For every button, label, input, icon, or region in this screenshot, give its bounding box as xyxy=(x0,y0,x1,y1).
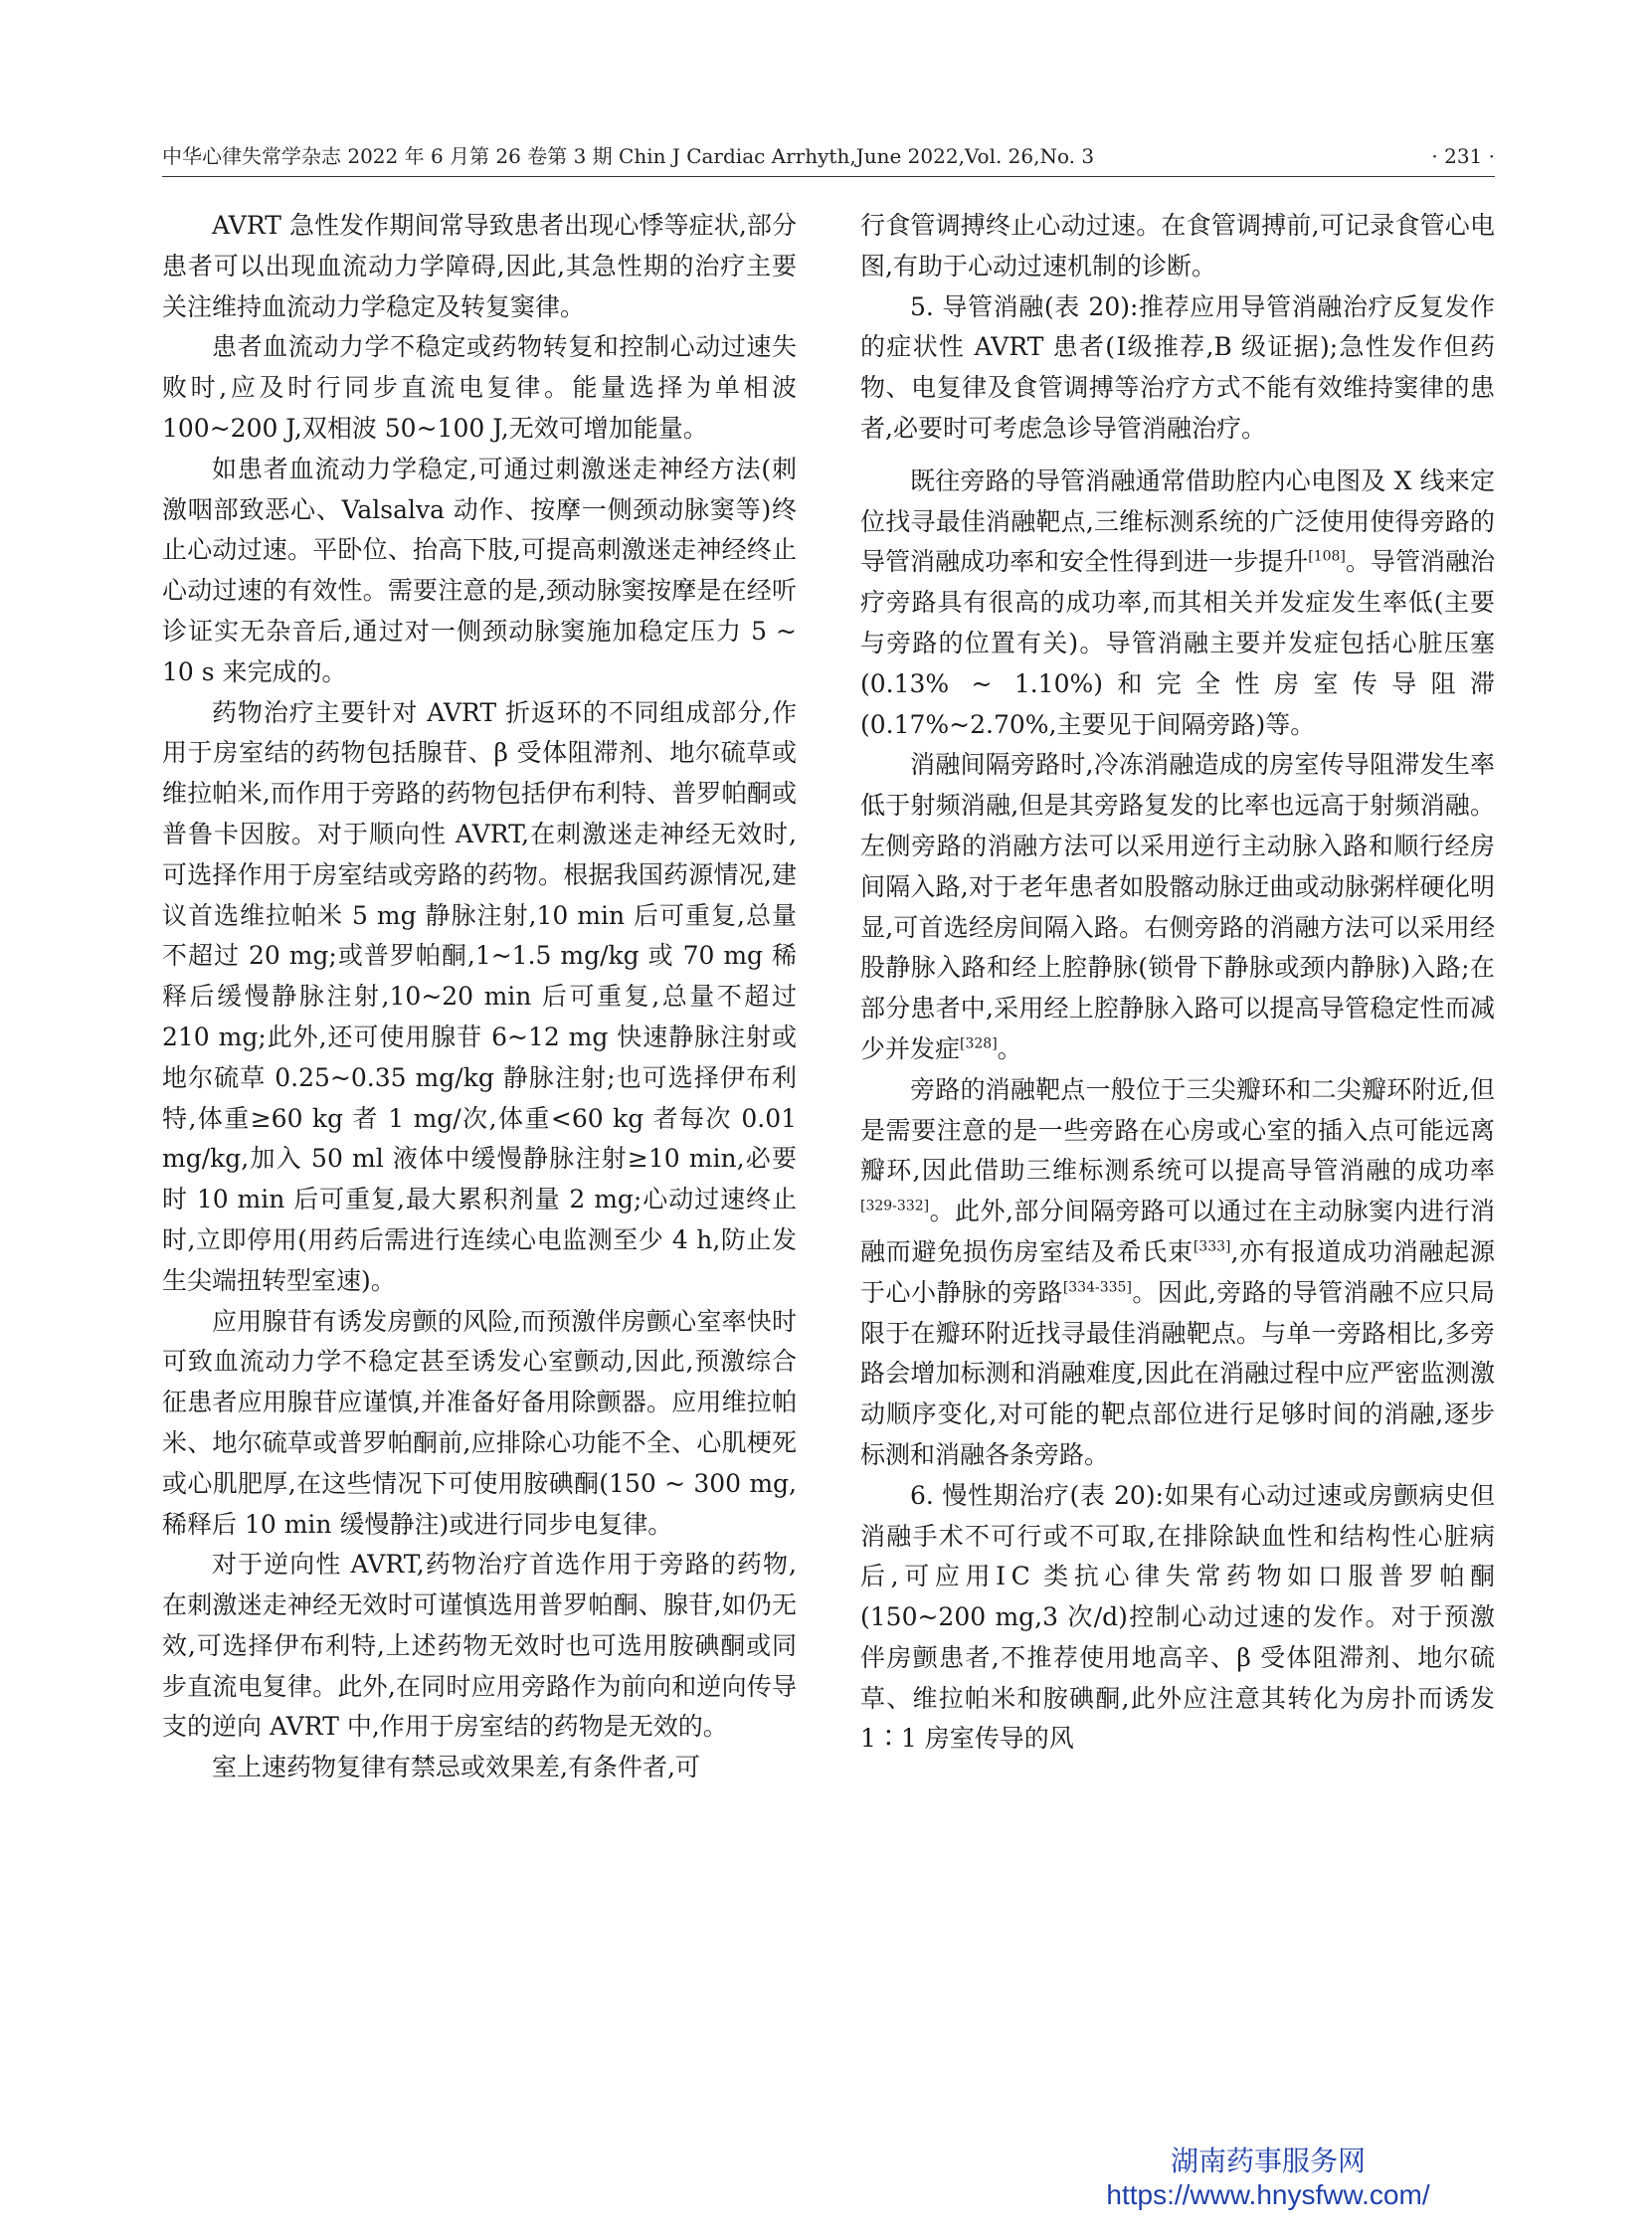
paragraph: 药物治疗主要针对 AVRT 折返环的不同组成部分,作用于房室结的药物包括腺苷、β 受体阻滞剂、地尔硫草或维拉帕米,而作用于旁路的药物包括伊布利特、普罗帕酮或普鲁卡因胺。对于顺向性 AVRT,在刺激迷走神经无效时,可选择作用于房室结或旁路的药物。根据我国药源情况,建议首选维拉帕米 5 mg 静脉注射,10 min 后可重复,总量不超过 20 mg;或普罗帕酮,1~1.5 mg/kg 或 70 mg 稀释后缓慢静脉注射,10~20 min 后可重复,总量不超过 210 mg;此外,还可使用腺苷 6~12 mg 快速静脉注射或地尔硫草 0.25~0.35 mg/kg 静脉注射;也可选择伊布利特,体重≥60 kg 者 1 mg/次,体重<60 kg 者每次 0.01 mg/kg,加入 50 ml 液体中缓慢静脉注射≥10 min,必要时 10 min 后可重复,最大累积剂量 2 mg;心动过速终止时,立即停用(用药后需进行连续心电监测至少 4 h,防止发生尖端扭转型室速)。 xyxy=(162,697,797,1295)
citation: [328] xyxy=(960,1035,998,1052)
paragraph: AVRT 急性发作期间常导致患者出现心悸等症状,部分患者可以出现血流动力学障碍,因此,其急性期的治疗主要关注维持血流动力学稳定及转复窦律。 xyxy=(162,211,797,321)
watermark-site-name: 湖南药事服务网 xyxy=(1170,2146,1366,2176)
paragraph xyxy=(860,745,1495,1069)
paragraph-text: 。此外,部分间隔旁路可以通过在主动脉窦内进行消融而避免损伤房室结及希氏束 xyxy=(860,1197,1495,1266)
journal-citation: 中华心律失常学杂志 2022 年 6 月第 26 卷第 3 期 Chin J Cardiac Arrhyth,June 2022,Vol. 26,No. 3 xyxy=(162,144,1095,168)
citation: [108] xyxy=(1308,549,1346,566)
header-divider xyxy=(162,176,1495,177)
paragraph-text: ,亦有报道成功消融起源于心小静脉的旁路 xyxy=(860,1236,1495,1307)
citation: [334-335] xyxy=(1062,1279,1132,1296)
watermark-url[interactable]: https://www.hnysfww.com/ xyxy=(1106,2179,1430,2210)
paragraph xyxy=(860,462,1495,746)
paragraph xyxy=(860,1070,1495,1476)
section-ablation-paragraph: 5. 导管消融(表 20):推荐应用导管消融治疗反复发作的症状性 AVRT 患者(Ⅰ级推荐,B 级证据);急性发作但药物、电复律及食管调搏等治疗方式不能有效维持窦律的患者,必要时可考虑急诊导管消融治疗。 xyxy=(860,291,1495,443)
right-column xyxy=(860,206,1495,1897)
paragraph: 应用腺苷有诱发房颤的风险,而预激伴房颤心室率快时可致血流动力学不稳定甚至诱发心室颤动,因此,预激综合征患者应用腺苷应谨慎,并准备好备用除颤器。应用维拉帕米、地尔硫草或普罗帕酮前,应排除心功能不全、心肌梗死或心肌肥厚,在这些情况下可使用胺碘酮(150 ~ 300 mg,稀释后 10 min 缓慢静注)或进行同步电复律。 xyxy=(162,1306,797,1539)
section-chronic-paragraph: 6. 慢性期治疗(表 20):如果有心动过速或房颤病史但消融手术不可行或不可取,在排除缺血性和结构性心脏病后,可应用ⅠC 类抗心律失常药物如口服普罗帕酮(150~200 mg,3 次/d)控制心动过速的发作。对于预激伴房颤患者,不推荐使用地高辛、β 受体阻滞剂、地尔硫草、维拉帕米和胺碘酮,此外应注意其转化为房扑而诱发 1∶1 房室传导的风 xyxy=(860,1480,1495,1754)
paragraph-text: 。 xyxy=(997,1033,1022,1063)
page-number: · 231 · xyxy=(1431,144,1495,168)
paragraph: 对于逆向性 AVRT,药物治疗首选作用于旁路的药物,在刺激迷走神经无效时可谨慎选用普罗帕酮、腺苷,如仍无效,可选择伊布利特,上述药物无效时也可选用胺碘酮或同步直流电复律。此外,在同时应用旁路作为前向和逆向传导支的逆向 AVRT 中,作用于房室结的药物是无效的。 xyxy=(162,1550,797,1742)
left-column xyxy=(162,206,797,1897)
citation: [329-332] xyxy=(860,1198,930,1214)
paragraph-text: 。因此,旁路的导管消融不应只局限于在瓣环附近找寻最佳消融靶点。与单一旁路相比,多旁路会增加标测和消融难度,因此在消融过程中应严密监测激动顺序变化,对可能的靶点部位进行足够时间的消融,逐步标测和消融各条旁路。 xyxy=(860,1277,1495,1469)
paragraph-text: 既往旁路的导管消融通常借助腔内心电图及 X 线来定位找寻最佳消融靶点,三维标测系统的广泛使用使得旁路的导管消融成功率和安全性得到进一步提升 xyxy=(860,466,1495,577)
citation: [333] xyxy=(1193,1238,1231,1255)
site-watermark xyxy=(1034,2145,1502,2212)
paragraph: 行食管调搏终止心动过速。在食管调搏前,可记录食管心电图,有助于心动过速机制的诊断。 xyxy=(860,211,1495,280)
paragraph: 患者血流动力学不稳定或药物转复和控制心动过速失败时,应及时行同步直流电复律。能量选择为单相波 100~200 J,双相波 50~100 J,无效可增加能量。 xyxy=(162,332,797,443)
paragraph-text: 。导管消融治疗旁路具有很高的成功率,而其相关并发症发生率低(主要与旁路的位置有关)。导管消融主要并发症包括心脏压塞(0.13% ~ 1.10%)和完全性房室传导阻滞(0.17%~2.70%,主要见于间隔旁路)等。 xyxy=(860,547,1495,739)
paragraph: 室上速药物复律有禁忌或效果差,有条件者,可 xyxy=(212,1753,700,1782)
paragraph-text: 旁路的消融靶点一般位于三尖瓣环和二尖瓣环附近,但是需要注意的是一些旁路在心房或心室的插入点可能远离瓣环,因此借助三维标测系统可以提高导管消融的成功率 xyxy=(860,1074,1495,1186)
paragraph: 如患者血流动力学稳定,可通过刺激迷走神经方法(刺激咽部致恶心、Valsalva 动作、按摩一侧颈动脉窦等)终止心动过速。平卧位、抬高下肢,可提高刺激迷走神经终止心动过速的有效性。需要注意的是,颈动脉窦按摩是在经听诊证实无杂音后,通过对一侧颈动脉窦施加稳定压力 5 ~ 10 s 来完成的。 xyxy=(162,454,797,686)
paragraph-text: 消融间隔旁路时,冷冻消融造成的房室传导阻滞发生率低于射频消融,但是其旁路复发的比率也远高于射频消融。左侧旁路的消融方法可以采用逆行主动脉入路和顺行经房间隔入路,对于老年患者如股髂动脉迂曲或动脉粥样硬化明显,可首选经房间隔入路。右侧旁路的消融方法可以采用经股静脉入路和经上腔静脉(锁骨下静脉或颈内静脉)入路;在部分患者中,采用经上腔静脉入路可以提高导管稳定性而减少并发症 xyxy=(860,750,1495,1063)
running-header xyxy=(162,138,1495,174)
